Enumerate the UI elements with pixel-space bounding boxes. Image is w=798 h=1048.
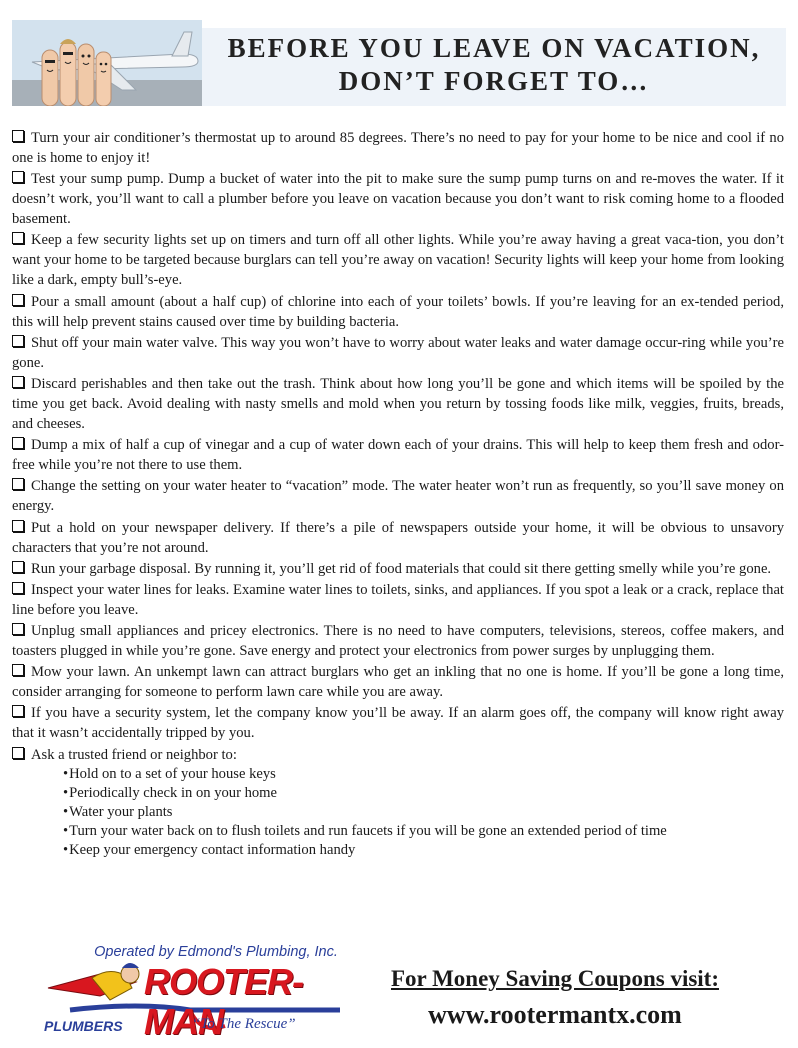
checklist-item-text: If you have a security system, let the company know you’ll be away. If an alarm goes off, the company will know right away that it wasn’t accidentally tripped by you.: [12, 705, 784, 742]
checklist-item: [12, 518, 784, 558]
rooter-man-logo: [40, 944, 352, 1040]
checkbox-icon: [12, 294, 24, 306]
checklist-item: [12, 621, 784, 661]
checklist-item-text: Unplug small appliances and pricey electronics. There is no need to have computers, televisions, stereos, coffee makers, and toasters plugged in while you’re gone. Save energy and protect your electronics from power surges by unplugging them.: [12, 623, 784, 660]
checklist-item: [12, 374, 784, 434]
checklist-item: [12, 580, 784, 620]
title-line-2: DON’T FORGET TO…: [338, 66, 650, 96]
title-line-1: BEFORE YOU LEAVE ON VACATION,: [227, 33, 761, 63]
checkbox-icon: [12, 232, 24, 244]
friend-task-item: • Periodically check in on your home: [63, 784, 784, 803]
checkbox-icon: [12, 747, 24, 759]
page-header: [12, 20, 786, 106]
checklist-item: [12, 476, 784, 516]
plumbers-label: PLUMBERS: [44, 1018, 123, 1034]
checkbox-icon: [12, 478, 24, 490]
coupons-heading: For Money Saving Coupons visit:: [390, 966, 719, 991]
friend-task-item: • Turn your water back on to flush toilets and run faucets if you will be gone an extended period of time: [63, 822, 784, 841]
checklist-item: [12, 662, 784, 702]
checkbox-icon: [12, 376, 24, 388]
checklist-item: [12, 435, 784, 475]
airplane-fingers-illustration: [12, 20, 202, 106]
checklist-item-text: Keep a few security lights set up on timers and turn off all other lights. While you’re away having a great vaca-tion, you don’t want your home to be targeted because burglars can tell you’re away on vacation! Security lights will keep your home from looking like a dark, empty bull’s-eye.: [12, 232, 784, 289]
checklist-item-text: Pour a small amount (about a half cup) of chlorine into each of your toilets’ bowls. If you’re leaving for an ex-tended period, this will help prevent stains caused over time by building bacteria.: [12, 293, 784, 330]
vacation-checklist: [12, 128, 784, 862]
checklist-item-text: Mow your lawn. An unkempt lawn can attract burglars who get an inkling that no one is home. If you’ll be gone a long time, consider arranging for someone to perform lawn care while you are away.: [12, 664, 784, 701]
checkbox-icon: [12, 561, 24, 573]
checkbox-icon: [12, 520, 24, 532]
vacation-fingers-photo: [12, 20, 202, 106]
page-title: [202, 32, 786, 98]
operated-by-text: Operated by Edmond's Plumbing, Inc.: [94, 944, 338, 960]
checklist-item: [12, 559, 784, 579]
checklist-item: [12, 333, 784, 373]
brand-name: ROOTER-MAN: [144, 961, 303, 1042]
checklist-item-text: Shut off your main water valve. This way you won’t have to worry about water leaks and water damage occur-ring while you’re gone.: [12, 334, 784, 371]
checklist-item: [12, 230, 784, 290]
checkbox-icon: [12, 664, 24, 676]
checklist-item-text: Dump a mix of half a cup of vinegar and a cup of water down each of your drains. This will help to keep them fresh and odor-free while you’re not there to use them.: [12, 437, 784, 474]
checklist-item: [12, 292, 784, 332]
website-link[interactable]: www.rootermantx.com: [428, 1000, 682, 1029]
checkbox-icon: [12, 437, 24, 449]
checklist-item-text: Discard perishables and then take out the trash. Think about how long you’ll be gone and which items will be spoiled by the time you get back. Avoid dealing with nasty smells and mold when you return by tossing foods like milk, veggies, fruits, breads, and cheeses.: [12, 375, 784, 432]
friend-task-item: • Keep your emergency contact information handy: [63, 841, 784, 860]
friend-task-list: [12, 765, 784, 861]
checklist-item: [12, 169, 784, 229]
checklist-item-text: Put a hold on your newspaper delivery. If there’s a pile of newspapers outside your home, it will be obvious to unsavory characters that you’re not around.: [12, 519, 784, 556]
checklist-item-text: Change the setting on your water heater to “vacation” mode. The water heater won’t run as frequently, so you’ll save money on energy.: [12, 478, 784, 515]
checkbox-icon: [12, 335, 24, 347]
checklist-item-text: Inspect your water lines for leaks. Examine water lines to toilets, sinks, and appliances. If you spot a leak or a crack, replace that line before you leave.: [12, 581, 784, 618]
checklist-item-text: Run your garbage disposal. By running it, you’ll get rid of food materials that could sit there getting smelly while you’re gone.: [31, 560, 772, 577]
checkbox-icon: [12, 171, 24, 183]
checklist-item-text: Ask a trusted friend or neighbor to:: [31, 746, 237, 763]
brand-slogan: “To The Rescue”: [192, 1016, 296, 1032]
checklist-item-text: Test your sump pump. Dump a bucket of water into the pit to make sure the sump pump turns on and re-moves the water. If it doesn’t work, you’ll want to call a plumber before you leave on vacation because you don’t want to risk coming home to a flooded basement.: [12, 171, 784, 228]
checkbox-icon: [12, 582, 24, 594]
checkbox-icon: [12, 705, 24, 717]
checkbox-icon: [12, 623, 24, 635]
checklist-item: [12, 128, 784, 168]
checklist-item: [12, 703, 784, 743]
checkbox-icon: [12, 130, 24, 142]
friend-task-item: • Hold on to a set of your house keys: [63, 765, 784, 784]
checklist-item: [12, 745, 784, 861]
checklist-item-text: Turn your air conditioner’s thermostat up to around 85 degrees. There’s no need to pay for your home to be nice and cool if no one is home to enjoy it!: [12, 130, 784, 166]
friend-task-item: • Water your plants: [63, 803, 784, 822]
